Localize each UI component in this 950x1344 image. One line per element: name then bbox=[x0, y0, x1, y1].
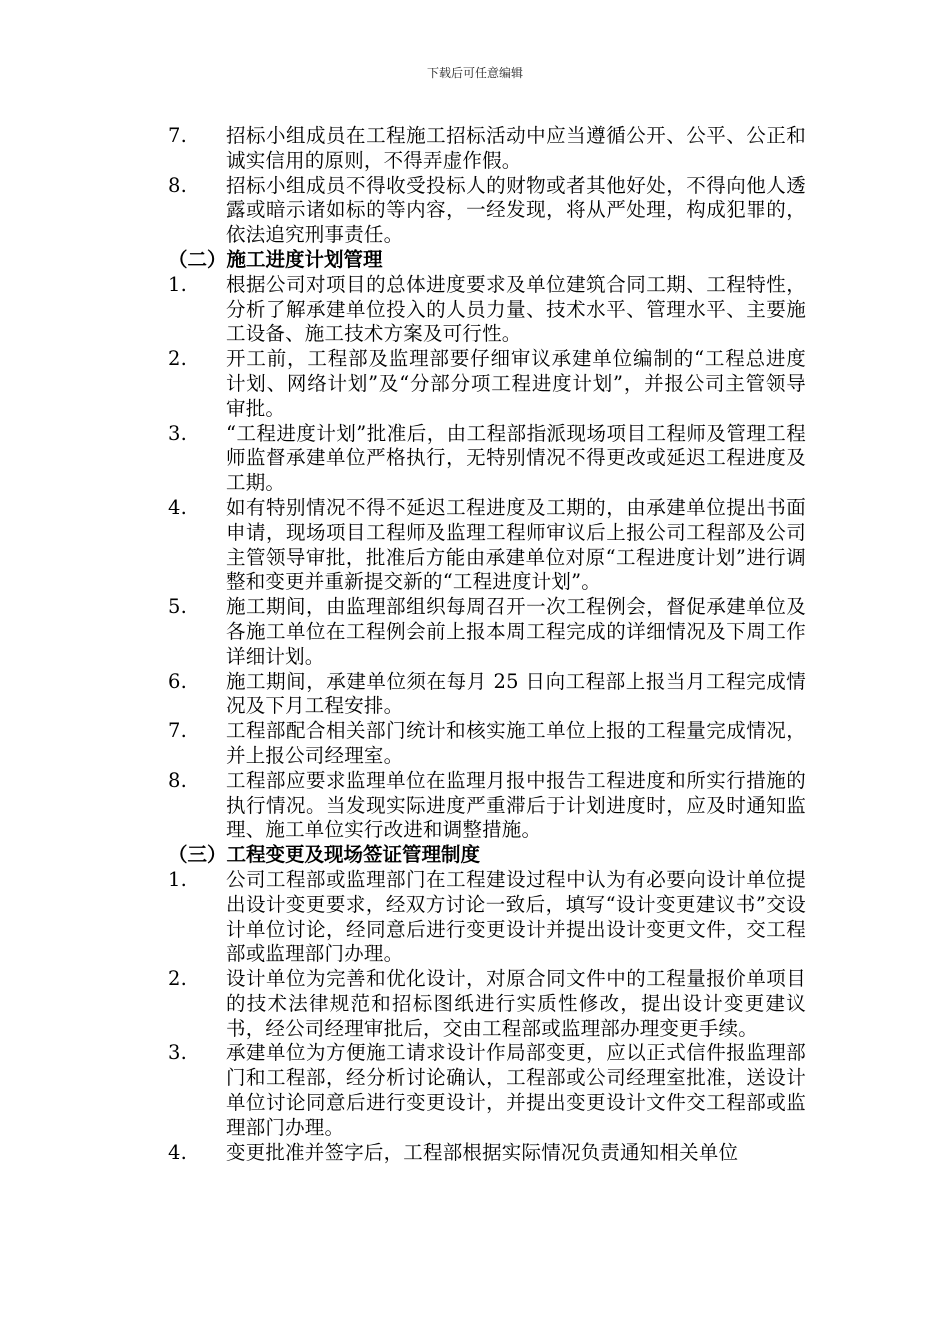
list-item bbox=[0, 496, 806, 595]
list-item-text: 开工前，工程部及监理部要仔细审议承建单位编制的“工程总进度计划、网络计划”及“分部分项工程进度计划”，并报公司主管领导审批。 bbox=[226, 347, 806, 420]
list-item bbox=[0, 1041, 806, 1140]
list-item-text: 如有特别情况不得不延迟工程进度及工期的，由承建单位提出书面申请，现场项目工程师及监理工程师审议后上报公司工程部及公司主管领导审批，批准后方能由承建单位对原“工程进度计划”进行调整和变更并重新提交新的“工程进度计划”。 bbox=[226, 495, 806, 594]
list-item-text: 招标小组成员在工程施工招标活动中应当遵循公开、公平、公正和诚实信用的原则，不得弄虚作假。 bbox=[226, 124, 806, 172]
list-item-number: 6. bbox=[168, 669, 188, 693]
list-item bbox=[0, 595, 806, 669]
list-item-text: 施工期间，承建单位须在每月 25 日向工程部上报当月工程完成情况及下月工程安排。 bbox=[226, 669, 806, 718]
list-item bbox=[0, 769, 806, 843]
list-item bbox=[0, 124, 806, 174]
list-item-text: 公司工程部或监理部门在工程建设过程中认为有必要向设计单位提出设计变更要求，经双方讨论一致后，填写“设计变更建议书”交设计单位讨论，经同意后进行变更设计并提出设计变更文件，交工程部或监理部门办理。 bbox=[226, 867, 806, 966]
list-item bbox=[0, 1141, 806, 1166]
list-item-number: 8. bbox=[168, 768, 188, 792]
list-item-number: 7. bbox=[168, 719, 188, 743]
list-item bbox=[0, 347, 806, 421]
list-item bbox=[0, 967, 806, 1041]
list-item-text: 施工期间，由监理部组织每周召开一次工程例会，督促承建单位及各施工单位在工程例会前上报本周工程完成的详细情况及下周工作详细计划。 bbox=[226, 595, 806, 668]
list-item-text: 设计单位为完善和优化设计，对原合同文件中的工程量报价单项目的技术法律规范和招标图纸进行实质性修改，提出设计变更建议书，经公司经理审批后，交由工程部或监理部办理变更手续。 bbox=[226, 967, 806, 1040]
list-item-number: 7. bbox=[168, 124, 188, 147]
page-header: 下载后可任意编辑 bbox=[426, 66, 523, 80]
document-body bbox=[0, 124, 950, 1165]
list-item bbox=[0, 868, 806, 967]
list-item-text: 工程部配合相关部门统计和核实施工单位上报的工程量完成情况，并上报公司经理室。 bbox=[226, 719, 806, 767]
section-heading: （三）工程变更及现场签证管理制度 bbox=[168, 843, 481, 867]
list-item-number: 1. bbox=[168, 272, 188, 296]
list-item bbox=[0, 670, 806, 720]
list-item bbox=[0, 422, 806, 496]
list-item-text: 变更批准并签字后，工程部根据实际情况负责通知相关单位 bbox=[226, 1140, 739, 1164]
list-item-number: 3. bbox=[168, 1041, 188, 1065]
list-item-number: 5. bbox=[168, 595, 188, 619]
list-item-text: 工程部应要求监理单位在监理月报中报告工程进度和所实行措施的执行情况。当发现实际进度严重滞后于计划进度时，应及时通知监理、施工单位实行改进和调整措施。 bbox=[226, 768, 806, 842]
list-item-number: 8. bbox=[168, 173, 188, 197]
list-item-text: 承建单位为方便施工请求设计作局部变更，应以正式信件报监理部门和工程部，经分析讨论确认，工程部或公司经理室批准，送设计单位讨论同意后进行变更设计，并提出变更设计文件交工程部或监理部门办理。 bbox=[226, 1041, 806, 1139]
section-heading: （二）施工进度计划管理 bbox=[168, 247, 383, 271]
list-item-number: 2. bbox=[168, 347, 188, 371]
list-item-text: “工程进度计划”批准后，由工程部指派现场项目工程师及管理工程师监督承建单位严格执行，无特别情况不得更改或延迟工程进度及工期。 bbox=[226, 421, 806, 495]
list-item-number: 2. bbox=[168, 967, 188, 991]
list-item bbox=[0, 273, 806, 347]
list-item-number: 1. bbox=[168, 867, 188, 891]
list-item-text: 根据公司对项目的总体进度要求及单位建筑合同工期、工程特性，分析了解承建单位投入的人员力量、技术水平、管理水平、主要施工设备、施工技术方案及可行性。 bbox=[226, 272, 806, 346]
list-item-text: 招标小组成员不得收受投标人的财物或者其他好处，不得向他人透露或暗示诸如标的等内容，一经发现，将从严处理，构成犯罪的，依法追究刑事责任。 bbox=[226, 173, 806, 247]
list-item-number: 4. bbox=[168, 495, 188, 519]
list-item-number: 3. bbox=[168, 421, 188, 445]
list-item bbox=[0, 174, 806, 248]
list-item-number: 4. bbox=[168, 1140, 188, 1164]
list-item bbox=[0, 719, 806, 769]
